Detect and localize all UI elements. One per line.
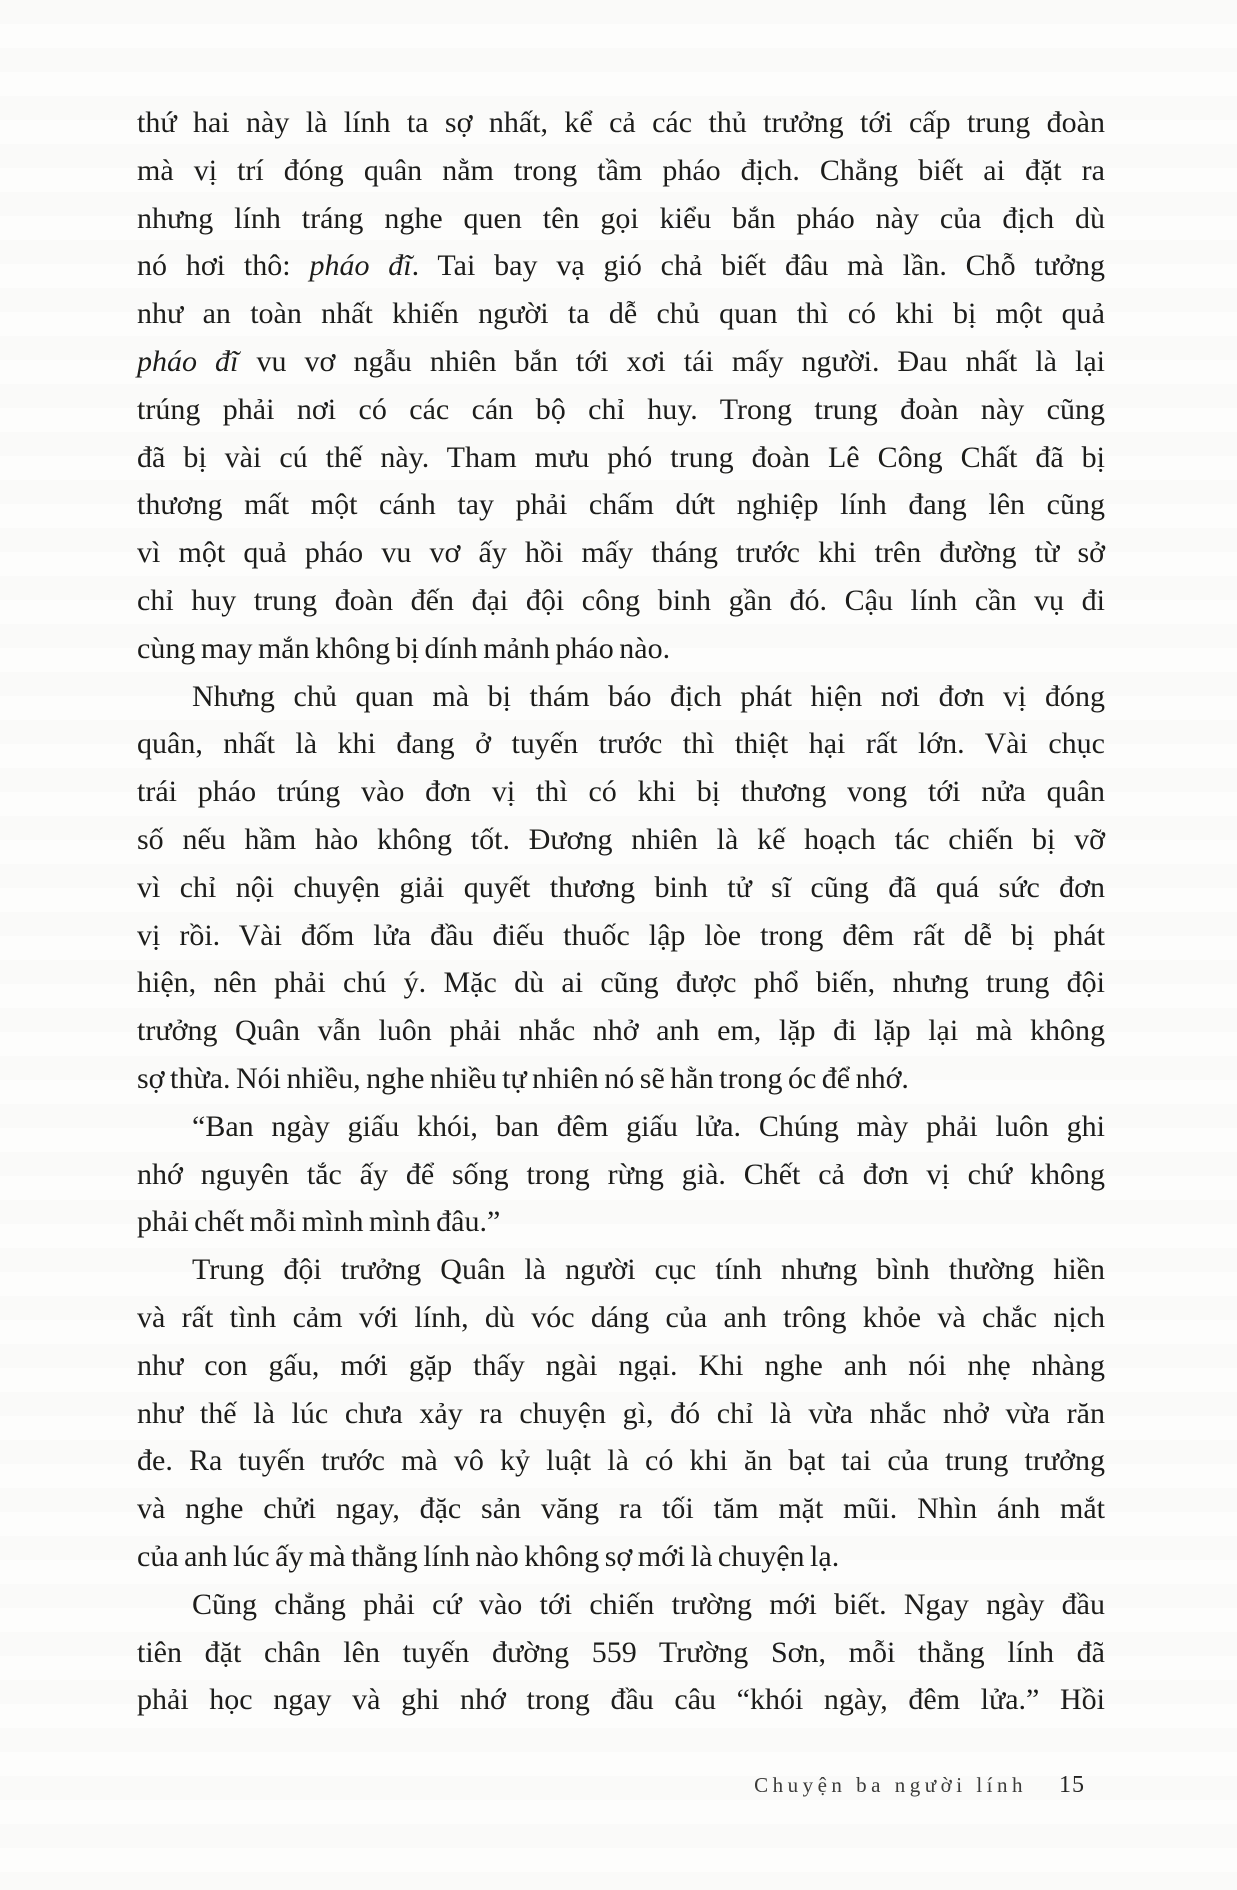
- text-line: [137, 959, 1105, 1007]
- text-line: [137, 242, 1105, 290]
- text-line: [137, 625, 1105, 673]
- text-line: [137, 1485, 1105, 1533]
- text-line: [137, 1533, 1105, 1581]
- text-run: vu vơ ngẫu nhiên bắn tới xơi tái mấy người. Đau nhất là lại: [238, 344, 1105, 378]
- text-run: trúng phải nơi có các cán bộ chỉ huy. Trong trung đoàn này cũng: [137, 392, 1105, 426]
- italic-text-run: pháo đĩ: [309, 249, 412, 283]
- italic-text-run: pháo đĩ: [137, 344, 239, 378]
- text-line: [137, 1246, 1105, 1294]
- paragraph: [137, 1581, 1105, 1724]
- text-run: cùng may mắn không bị dính mảnh pháo nào.: [137, 631, 671, 665]
- text-run: vị rồi. Vài đốm lửa đầu điếu thuốc lập lòe trong đêm rất dễ bị phát: [137, 918, 1105, 952]
- text-line: [137, 1342, 1105, 1390]
- text-run: số nếu hầm hào không tốt. Đương nhiên là kế hoạch tác chiến bị vỡ: [137, 822, 1105, 856]
- text-run: đã bị vài cú thế này. Tham mưu phó trung đoàn Lê Công Chất đã bị: [137, 440, 1105, 474]
- text-line: [137, 1629, 1105, 1677]
- text-run: “Ban ngày giấu khói, ban đêm giấu lửa. Chúng mày phải luôn ghi: [192, 1109, 1105, 1143]
- page-text-block: [137, 99, 1105, 1724]
- text-line: [137, 1437, 1105, 1485]
- text-run: Nhưng chủ quan mà bị thám báo địch phát hiện nơi đơn vị đóng: [192, 679, 1105, 713]
- text-run: phải học ngay và ghi nhớ trong đầu câu “khói ngày, đêm lửa.” Hồi: [137, 1683, 1105, 1717]
- text-line: [137, 386, 1105, 434]
- text-line: [137, 864, 1105, 912]
- text-run: vì một quả pháo vu vơ ấy hồi mấy tháng trước khi trên đường từ sở: [137, 536, 1105, 570]
- text-run: tiên đặt chân lên tuyến đường 559 Trường Sơn, mỗi thằng lính đã: [137, 1635, 1105, 1669]
- text-line: [137, 290, 1105, 338]
- text-line: [137, 1007, 1105, 1055]
- paragraph: [137, 99, 1105, 673]
- text-line: [137, 195, 1105, 243]
- text-line: [137, 577, 1105, 625]
- text-run: nó hơi thô:: [137, 249, 310, 283]
- text-run: nhớ nguyên tắc ấy để sống trong rừng già. Chết cả đơn vị chứ không: [137, 1157, 1105, 1191]
- text-line: [137, 1055, 1105, 1103]
- text-run: . Tai bay vạ gió chả biết đâu mà lần. Chỗ tưởng: [411, 249, 1105, 283]
- text-run: thứ hai này là lính ta sợ nhất, kể cả các thủ trưởng tới cấp trung đoàn: [137, 106, 1105, 139]
- text-line: [137, 1198, 1105, 1246]
- text-run: và rất tình cảm với lính, dù vóc dáng của anh trông khỏe và chắc nịch: [137, 1300, 1105, 1334]
- page-footer: [137, 1772, 1085, 1799]
- running-title: Chuyện ba người lính: [754, 1773, 1027, 1797]
- text-line: [137, 481, 1105, 529]
- paragraph: [137, 1103, 1105, 1246]
- paragraph: [137, 673, 1105, 1103]
- text-run: đe. Ra tuyến trước mà vô kỷ luật là có khi ăn bạt tai của trung trưởng: [137, 1444, 1105, 1478]
- text-line: [137, 529, 1105, 577]
- paragraph: [137, 1246, 1105, 1581]
- text-run: hiện, nên phải chú ý. Mặc dù ai cũng được phổ biến, nhưng trung đội: [137, 966, 1105, 1000]
- text-run: chỉ huy trung đoàn đến đại đội công binh gần đó. Cậu lính cần vụ đi: [137, 583, 1105, 617]
- text-line: [137, 1151, 1105, 1199]
- text-run: Trung đội trưởng Quân là người cục tính nhưng bình thường hiền: [192, 1253, 1105, 1287]
- text-run: sợ thừa. Nói nhiều, nghe nhiều tự nhiên nó sẽ hằn trong óc để nhớ.: [137, 1061, 909, 1095]
- text-run: quân, nhất là khi đang ở tuyến trước thì thiệt hại rất lớn. Vài chục: [137, 727, 1105, 761]
- text-run: và nghe chửi ngay, đặc sản văng ra tối tăm mặt mũi. Nhìn ánh mắt: [137, 1492, 1105, 1526]
- text-run: trưởng Quân vẫn luôn phải nhắc nhở anh em, lặp đi lặp lại mà không: [137, 1014, 1105, 1048]
- page-number: 15: [1059, 1772, 1085, 1798]
- text-line: [137, 1294, 1105, 1342]
- text-run: phải chết mỗi mình mình đâu.”: [137, 1205, 501, 1239]
- text-run: vì chỉ nội chuyện giải quyết thương binh tử sĩ cũng đã quá sức đơn: [137, 870, 1105, 904]
- text-line: [137, 1676, 1105, 1724]
- text-line: [137, 720, 1105, 768]
- text-run: như con gấu, mới gặp thấy ngài ngại. Khi nghe anh nói nhẹ nhàng: [137, 1348, 1105, 1382]
- text-line: [137, 147, 1105, 195]
- text-line: [137, 768, 1105, 816]
- text-run: như an toàn nhất khiến người ta dễ chủ quan thì có khi bị một quả: [137, 297, 1105, 331]
- text-run: trái pháo trúng vào đơn vị thì có khi bị thương vong tới nửa quân: [137, 775, 1105, 809]
- text-line: [137, 816, 1105, 864]
- text-run: của anh lúc ấy mà thằng lính nào không sợ mới là chuyện lạ.: [137, 1539, 840, 1573]
- text-run: thương mất một cánh tay phải chấm dứt nghiệp lính đang lên cũng: [137, 488, 1105, 522]
- text-line: [137, 338, 1105, 386]
- text-line: [137, 1581, 1105, 1629]
- text-run: Cũng chẳng phải cứ vào tới chiến trường mới biết. Ngay ngày đầu: [192, 1587, 1105, 1621]
- text-line: [137, 912, 1105, 960]
- text-run: nhưng lính tráng nghe quen tên gọi kiểu bắn pháo này của địch dù: [137, 201, 1105, 235]
- text-line: [137, 99, 1105, 147]
- text-run: như thế là lúc chưa xảy ra chuyện gì, đó chỉ là vừa nhắc nhở vừa răn: [137, 1396, 1105, 1430]
- text-run: mà vị trí đóng quân nằm trong tầm pháo địch. Chẳng biết ai đặt ra: [137, 153, 1105, 187]
- text-line: [137, 1390, 1105, 1438]
- text-line: [137, 673, 1105, 721]
- text-line: [137, 434, 1105, 482]
- text-line: [137, 1103, 1105, 1151]
